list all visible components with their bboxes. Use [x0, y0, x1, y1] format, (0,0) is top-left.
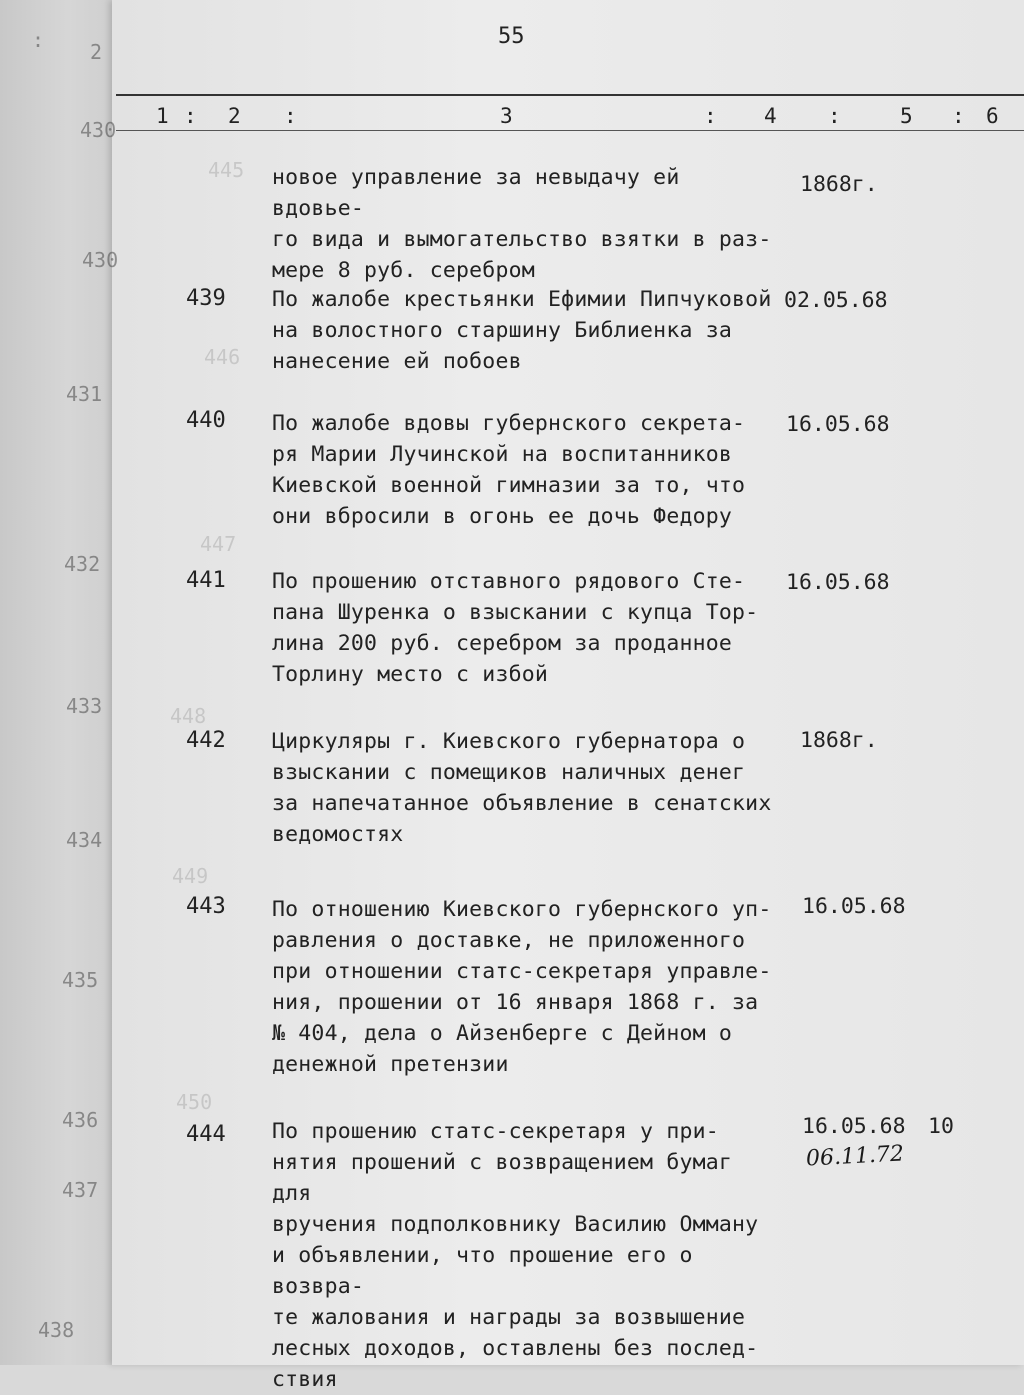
entry-number: 441	[186, 568, 226, 593]
entry-line: нанесение ей побоев	[272, 349, 522, 374]
entry-number: 442	[186, 728, 226, 753]
entry-date: 16.05.68	[786, 570, 890, 595]
entry-number: 443	[186, 894, 226, 919]
column-header-4: 4	[764, 104, 777, 128]
entry-line: Циркуляры г. Киевского губернатора о	[272, 729, 746, 754]
entry-description	[272, 894, 782, 1080]
entry-line: Киевской военной гимназии за то, что	[272, 473, 746, 498]
column-header-5: 5	[900, 104, 913, 128]
entry-date: 16.05.68	[802, 894, 906, 919]
column-header-3: 3	[500, 104, 513, 128]
strip-mark: 432	[64, 552, 101, 576]
entry-description	[272, 408, 782, 532]
entry-description	[272, 726, 782, 850]
entry-line: По отношению Киевского губернского уп-	[272, 897, 772, 922]
column-separator: :	[284, 104, 297, 128]
entry-date: 02.05.68	[784, 288, 888, 313]
entry-line: при отношении статс-секретаря управле-	[272, 959, 772, 984]
entry-line: нятия прошений с возвращением бумаг для	[272, 1150, 733, 1206]
entry-description	[272, 1116, 782, 1395]
entry-line: По жалобе вдовы губернского секрета-	[272, 411, 746, 436]
entry-description	[272, 162, 782, 286]
column-separator: :	[184, 104, 197, 128]
entry-line: По прошению статс-секретаря у при-	[272, 1119, 719, 1144]
strip-mark: 430	[80, 118, 117, 142]
entry-line: По прошению отставного рядового Сте-	[272, 569, 746, 594]
entry-line: денежной претензии	[272, 1052, 509, 1077]
previous-page-edge	[0, 0, 112, 1365]
page-number: 55	[498, 24, 525, 49]
entry-line: за напечатанное объявление в сенатских	[272, 791, 772, 816]
entry-line: новое управление за невыдачу ей вдовье-	[272, 165, 680, 221]
entry-date: 16.05.68	[786, 412, 890, 437]
column-header-1: 1	[156, 104, 169, 128]
entry-line: № 404, дела о Айзенберге с Дейном о	[272, 1021, 733, 1046]
entry-line: По жалобе крестьянки Ефимии Пипчуковой	[272, 287, 772, 312]
entry-line: равления о доставке, не приложенного	[272, 928, 746, 953]
handwritten-date: 06.11.72	[805, 1141, 905, 1172]
bleed-through-mark: 448	[170, 704, 207, 728]
entry-number: 444	[186, 1122, 226, 1147]
entry-line: они вбросили в огонь ее дочь Федору	[272, 504, 733, 529]
strip-mark: 435	[62, 968, 99, 992]
strip-mark: 2	[90, 40, 103, 64]
entry-date: 1868г.	[800, 728, 878, 753]
column-header-2: 2	[228, 104, 241, 128]
column-separator: :	[828, 104, 841, 128]
strip-mark: 430	[82, 248, 119, 272]
entry-line: вручения подполковнику Василию Омману	[272, 1212, 759, 1237]
strip-mark: 438	[38, 1318, 75, 1342]
entry-line: Торлину место с избой	[272, 662, 549, 687]
strip-mark: 436	[62, 1108, 99, 1132]
strip-mark: 431	[66, 382, 103, 406]
entry-line: на волостного старшину Библиенка за	[272, 318, 733, 343]
bleed-through-mark: 447	[200, 532, 237, 556]
entry-description	[272, 566, 782, 690]
entry-date: 16.05.68	[802, 1114, 906, 1139]
bleed-through-mark: 450	[176, 1090, 213, 1114]
entry-date: 1868г.	[800, 172, 878, 197]
entry-line: пана Шуренка о взыскании с купца Тор-	[272, 600, 759, 625]
entry-line: ния, прошении от 16 января 1868 г. за	[272, 990, 759, 1015]
strip-mark: 433	[66, 694, 103, 718]
entry-line: мере 8 руб. серебром	[272, 258, 535, 283]
header-rule-bottom	[116, 130, 1024, 131]
entry-line: го вида и вымогательство взятки в раз-	[272, 227, 772, 252]
bleed-through-mark: 446	[204, 345, 241, 369]
entry-line: ствия	[272, 1367, 338, 1392]
entry-line: те жалования и награды за возвышение	[272, 1305, 746, 1330]
entry-line: взыскании с помещиков наличных денег	[272, 760, 746, 785]
header-rule-top	[116, 94, 1024, 96]
entry-leaves-count: 10	[928, 1114, 954, 1139]
column-separator: :	[704, 104, 717, 128]
strip-mark: 437	[62, 1178, 99, 1202]
entry-line: ведомостях	[272, 822, 404, 847]
bleed-through-mark: 449	[172, 864, 209, 888]
column-header-6: 6	[986, 104, 999, 128]
entry-description	[272, 284, 782, 377]
entry-line: ря Марии Лучинской на воспитанников	[272, 442, 733, 467]
entry-line: лесных доходов, оставлены без послед-	[272, 1336, 759, 1361]
strip-mark: 434	[66, 828, 103, 852]
strip-mark: :	[32, 28, 45, 52]
entry-line: и объявлении, что прошение его о возвра-	[272, 1243, 693, 1299]
entry-number: 439	[186, 286, 226, 311]
column-separator: :	[952, 104, 965, 128]
entry-number: 440	[186, 408, 226, 433]
bleed-through-mark: 445	[208, 158, 245, 182]
entry-line: лина 200 руб. серебром за проданное	[272, 631, 733, 656]
